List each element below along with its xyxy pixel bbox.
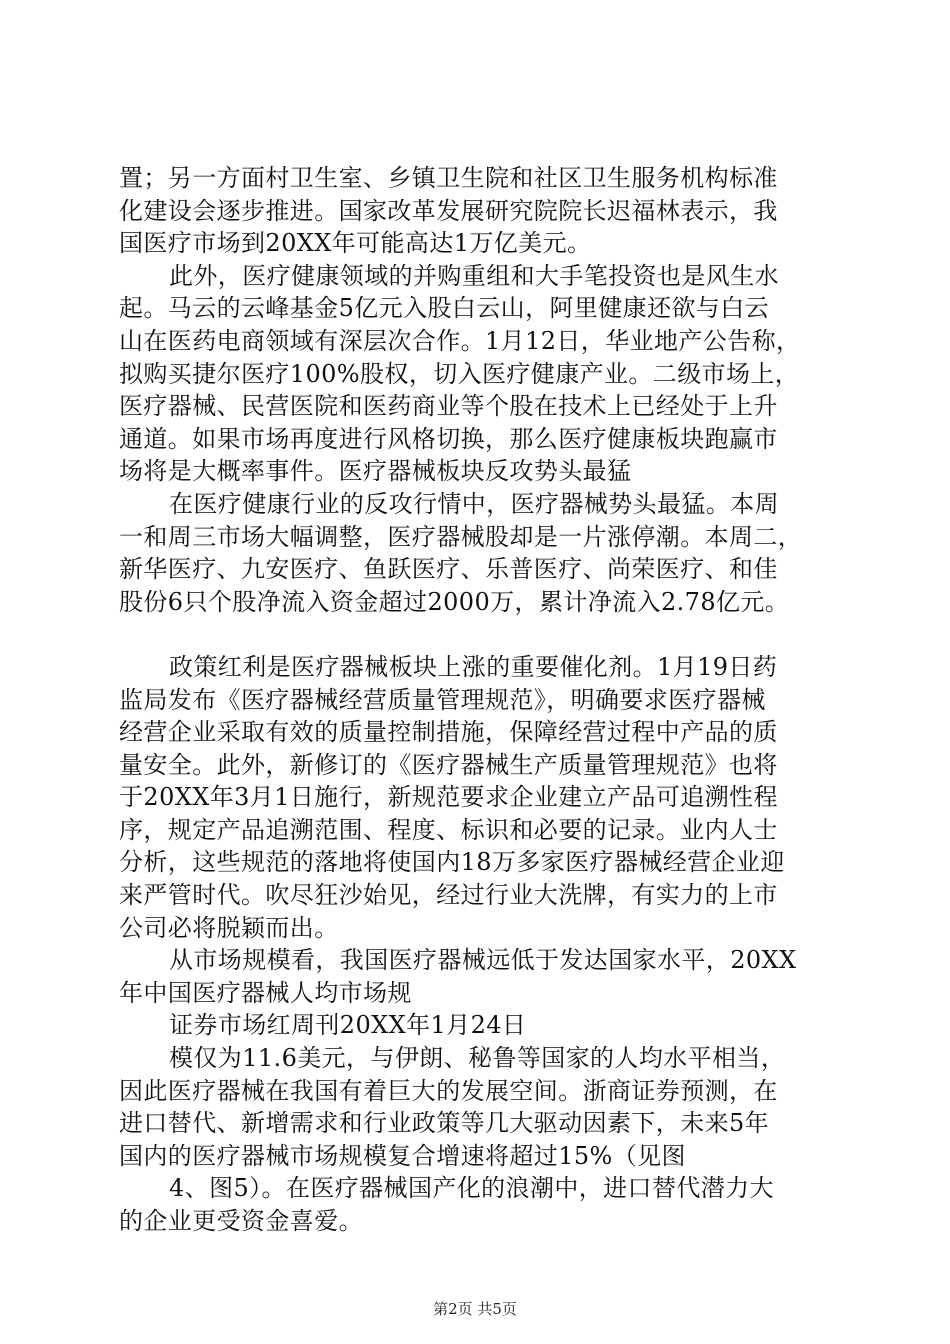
paragraph-start-line: 政策红利是医疗器械板块上涨的重要催化剂。1月19日药	[169, 652, 778, 681]
text-line: 新华医疗、九安医疗、鱼跃医疗、乐普医疗、尚荣医疗、和佳	[119, 555, 778, 584]
page-number-footer: 第2页 共5页	[433, 1300, 517, 1318]
text-line: 医疗器械、民营医院和医药商业等个股在技术上已经处于上升	[119, 392, 778, 421]
text-line: 化建设会逐步推进。国家改革发展研究院院长迟福林表示，我	[119, 196, 778, 225]
document-body	[119, 162, 849, 1238]
text-line: 公司必将脱颖而出。	[119, 913, 339, 942]
text-line: 场将是大概率事件。医疗器械板块反攻势头最猛	[119, 457, 632, 486]
text-line: 山在医药电商领域有深层次合作。1月12日，华业地产公告称，	[119, 326, 801, 355]
paragraph-start-line: 在医疗健康行业的反攻行情中，医疗器械势头最猛。本周	[169, 489, 779, 518]
text-line: 国内的医疗器械市场规模复合增速将超过15%（见图	[119, 1141, 686, 1170]
blank-line	[119, 618, 849, 651]
text-line: 进口替代、新增需求和行业政策等几大驱动因素下，未来5年	[119, 1109, 770, 1138]
text-line: 置；另一方面村卫生室、乡镇卫生院和社区卫生服务机构标准	[119, 164, 778, 192]
paragraph-start-line: 4、图5）。在医疗器械国产化的浪潮中，进口替代潜力大	[169, 1174, 774, 1203]
text-line: 来严管时代。吹尽狂沙始见，经过行业大洗牌，有实力的上市	[119, 881, 778, 910]
text-line: 的企业更受资金喜爱。	[119, 1207, 363, 1235]
text-line: 监局发布《医疗器械经营质量管理规范》，明确要求医疗器械	[119, 685, 766, 714]
text-line: 因此医疗器械在我国有着巨大的发展空间。浙商证券预测，在	[119, 1076, 778, 1105]
text-line: 股份6只个股净流入资金超过2000万，累计净流入2.78亿元。	[119, 587, 790, 616]
paragraph-start-line: 此外，医疗健康领域的并购重组和大手笔投资也是风生水	[169, 261, 779, 290]
text-line: 年中国医疗器械人均市场规	[119, 978, 412, 1007]
text-line: 一和周三市场大幅调整，医疗器械股却是一片涨停潮。本周二，	[119, 522, 803, 551]
source-line: 证券市场红周刊20XX年1月24日	[169, 1011, 527, 1040]
paragraph-start-line: 从市场规模看，我国医疗器械远低于发达国家水平，20XX	[169, 946, 797, 975]
text-line: 于20XX年3月1日施行，新规范要求企业建立产品可追溯性程	[119, 783, 778, 812]
text-line: 分析，这些规范的落地将使国内18万多家医疗器械经营企业迎	[119, 848, 785, 877]
text-line: 通道。如果市场再度进行风格切换，那么医疗健康板块跑赢市	[119, 424, 778, 453]
text-line: 量安全。此外，新修订的《医疗器械生产质量管理规范》也将	[119, 750, 778, 779]
paragraph-start-line: 模仅为11.6美元，与伊朗、秘鲁等国家的人均水平相当，	[169, 1044, 786, 1073]
text-line: 拟购买捷尔医疗100%股权，切入医疗健康产业。二级市场上，	[119, 359, 800, 388]
text-line: 国医疗市场到20XX年可能高达1万亿美元。	[119, 229, 592, 258]
text-line: 起。马云的云峰基金5亿元入股白云山，阿里健康还欲与白云	[119, 294, 770, 323]
text-line: 序，规定产品追溯范围、程度、标识和必要的记录。业内人士	[119, 815, 778, 844]
text-line: 经营企业采取有效的质量控制措施，保障经营过程中产品的质	[119, 718, 778, 747]
